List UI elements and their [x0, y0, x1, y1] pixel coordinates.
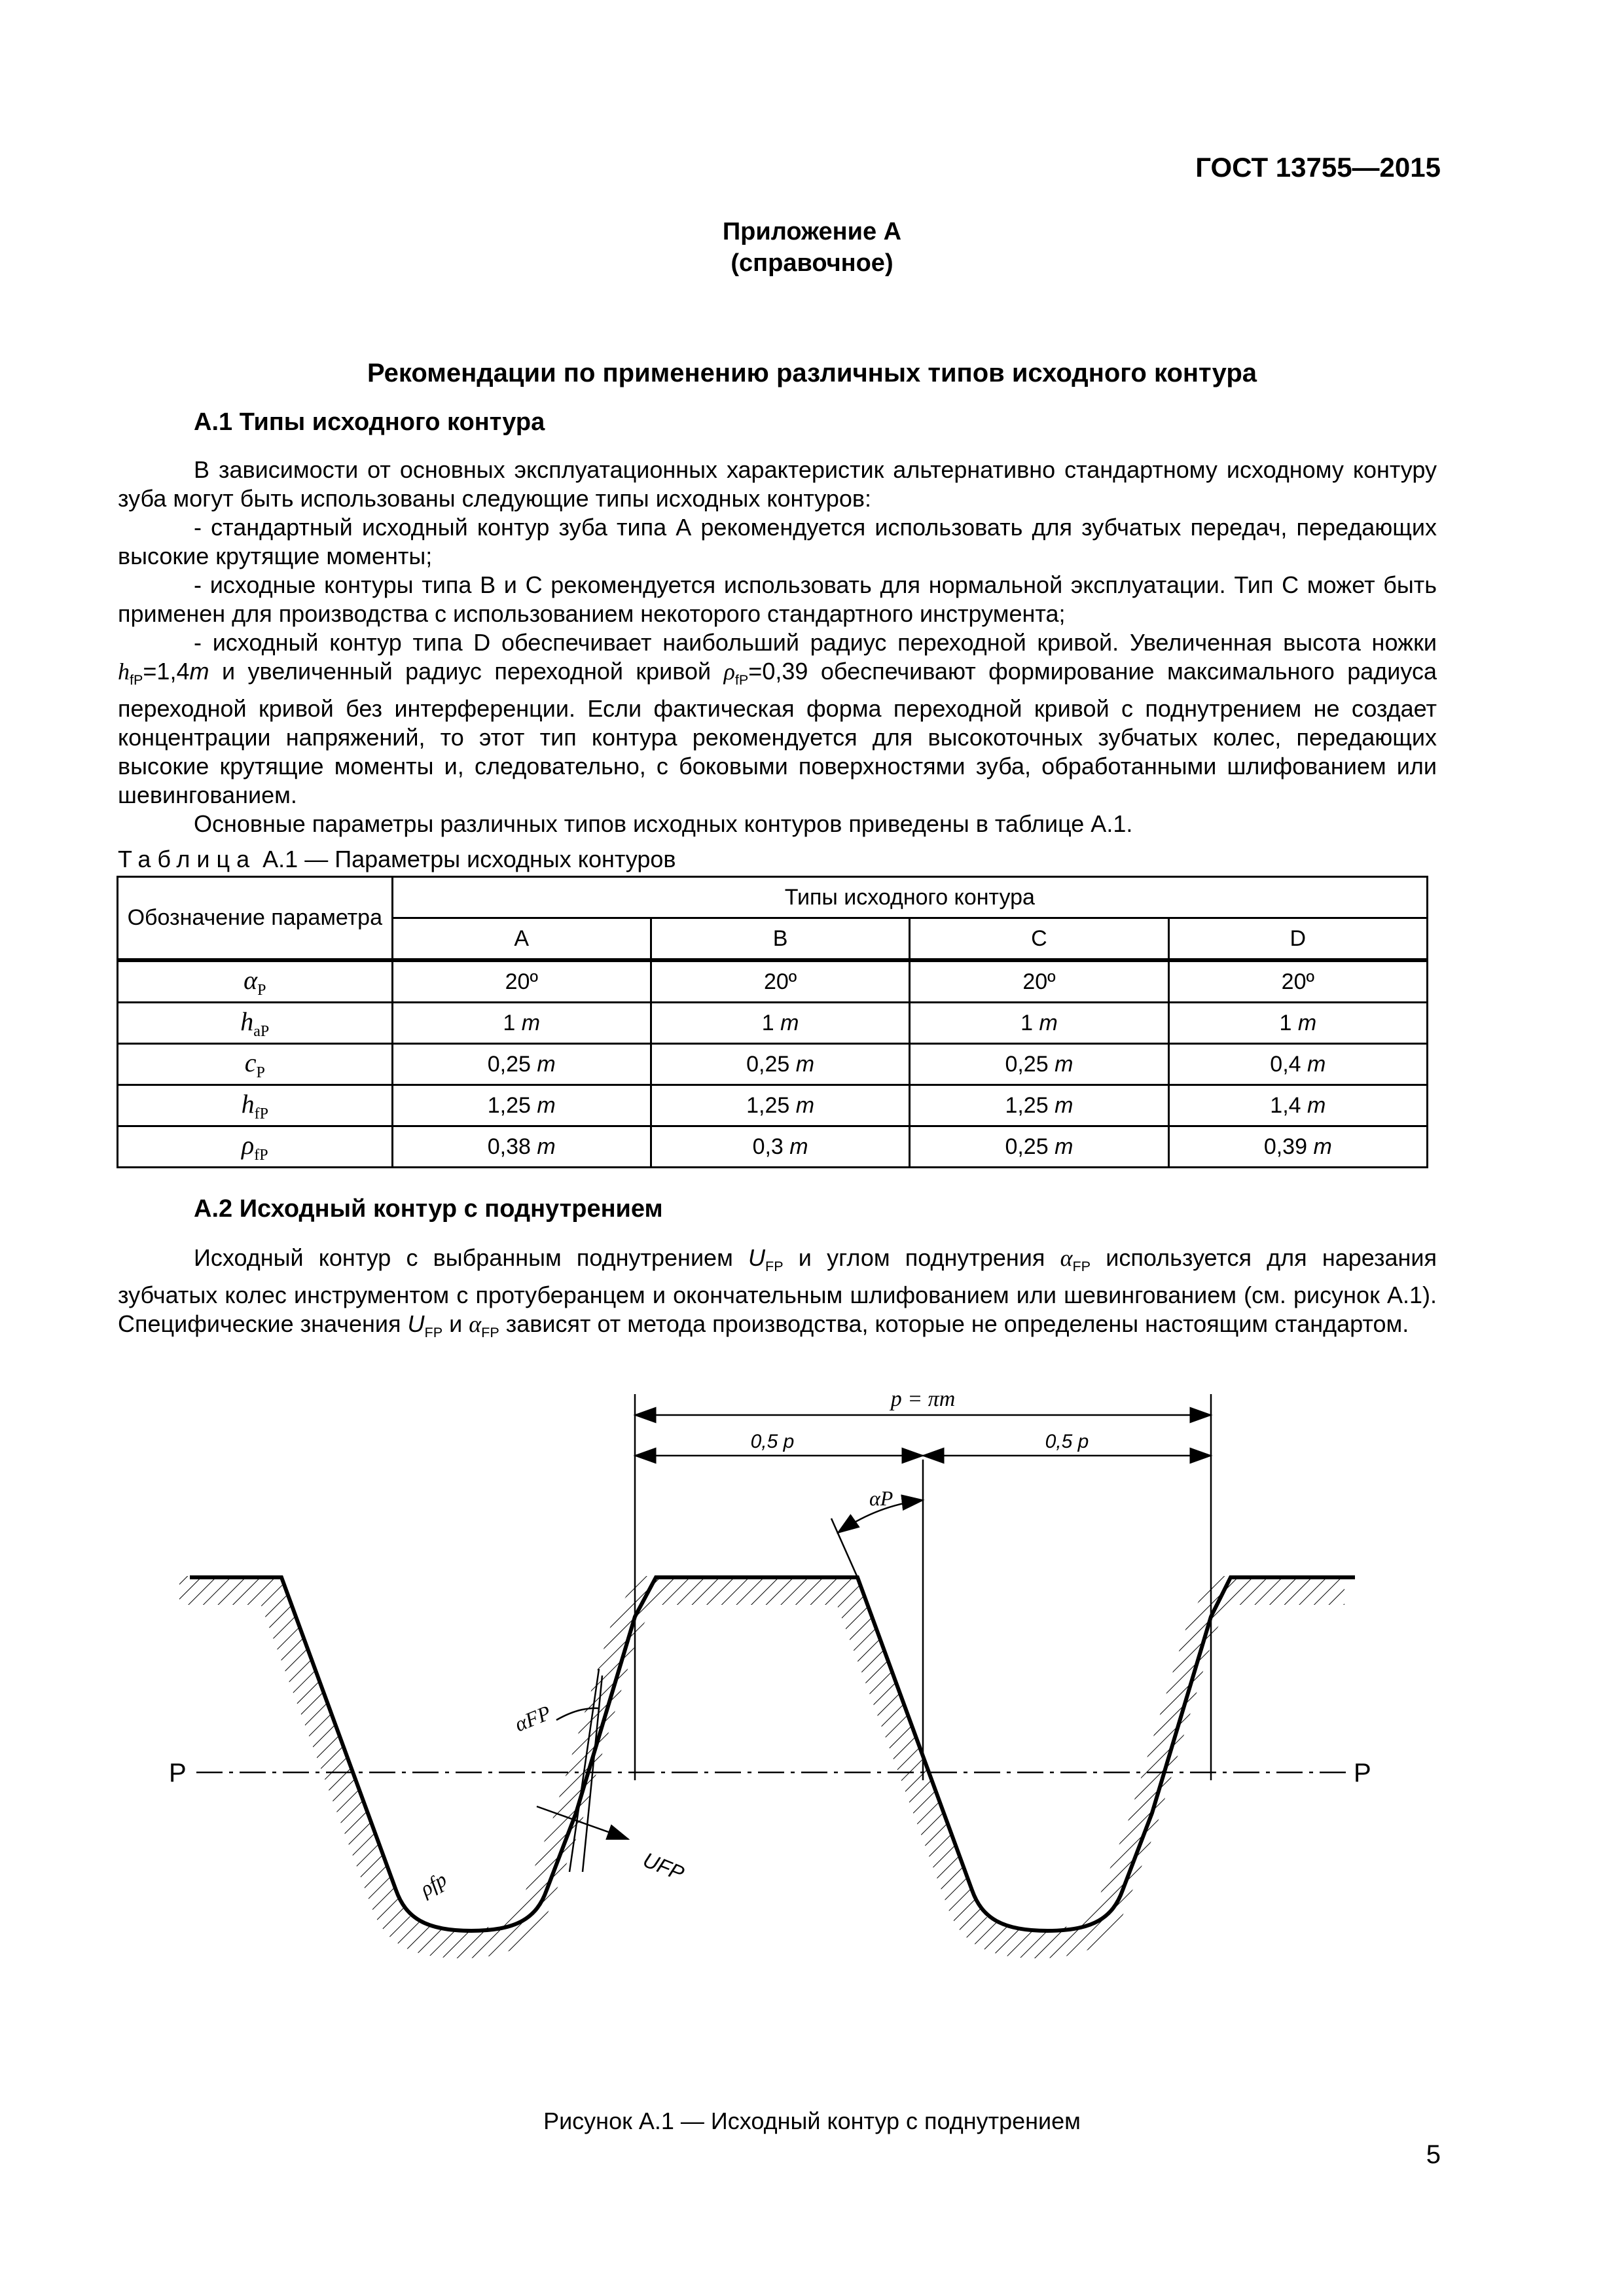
annex-label: Приложение А	[722, 218, 902, 245]
table-cell: 0,38 m	[392, 1126, 651, 1168]
paragraph: - стандартный исходный контур зуба типа А рекомендуется использовать для зубчатых передач, передающих высокие крутящие моменты;	[118, 514, 1437, 569]
annex-heading	[118, 216, 1506, 279]
table-cell: 20º	[910, 960, 1168, 1003]
section-a1-body	[118, 456, 1437, 838]
table-cell: 20º	[392, 960, 651, 1003]
u-fp-label: UFP	[640, 1848, 688, 1886]
document-id: ГОСТ 13755—2015	[1195, 152, 1441, 183]
profile-hatch	[179, 1590, 1344, 1944]
table-row	[118, 1085, 1428, 1126]
param-symbol: $\rho_{fP}$	[118, 1126, 393, 1168]
table-cell: 0,4 m	[1168, 1044, 1427, 1085]
table-cell: 0,25 m	[651, 1044, 909, 1085]
table-cell: 1,25 m	[651, 1085, 909, 1126]
table-cell: 0,25 m	[910, 1126, 1168, 1168]
table-row	[118, 1044, 1428, 1085]
table-row	[118, 1126, 1428, 1168]
column-header: B	[651, 918, 909, 961]
alpha-fp-label: αFP	[511, 1700, 554, 1736]
pitch-line-label-right: P	[1354, 1759, 1371, 1787]
figure-caption: Рисунок А.1 — Исходный контур с поднутрением	[543, 2108, 1081, 2134]
table-row	[118, 960, 1428, 1003]
parameters-table	[117, 876, 1428, 1168]
table-cell: 20º	[651, 960, 909, 1003]
param-symbol: $h_{fP}$	[118, 1085, 393, 1126]
paragraph: Исходный контур с выбранным поднутрением $U_{FP}$ и углом поднутрения $\alpha_{FP}$ используется для нарезания зубчатых колес инструментом с протуберанцем и окончательным шлифованием или шевингованием (см. рисунок А.1). Специфические значения $U_{FP}$ и $\alpha_{FP}$ зависят от метода производства, которые не определены настоящим стандартом.	[118, 1244, 1437, 1341]
table-cell: 1 m	[1168, 1003, 1427, 1044]
table-cell: 0,25 m	[392, 1044, 651, 1085]
table-cell: 0,3 m	[651, 1126, 909, 1168]
table-cell: 20º	[1168, 960, 1427, 1003]
column-header: D	[1168, 918, 1427, 961]
paragraph: - исходный контур типа D обеспечивает наибольший радиус переходной кривой. Увеличенная высота ножки $h_{fP}=1,4m$ и увеличенный радиус переходной кривой $\rho_{fP}=0,39$ обеспечивают формирование максимального радиуса переходной кривой без интерференции. Если фактическая форма переходной кривой с поднутрением не создает концентрации напряжений, то этот тип контура рекомендуется для высокоточных зубчатых колес, передающих высокие крутящие моменты и, следовательно, с боковыми поверхностями зуба, обработанными шлифованием или шевингованием.	[118, 629, 1437, 809]
param-header: Обозначение параметра	[118, 877, 393, 961]
pitch-line-label-left: P	[169, 1759, 187, 1787]
annex-title: Рекомендации по применению различных типов исходного контура	[367, 359, 1257, 387]
figure-a1-basic-rack-profile	[118, 1361, 1506, 2094]
table-cell: 0,39 m	[1168, 1126, 1427, 1168]
table-cell: 1,25 m	[392, 1085, 651, 1126]
column-header: A	[392, 918, 651, 961]
table-cell: 1,4 m	[1168, 1085, 1427, 1126]
paragraph: Основные параметры различных типов исходных контуров приведены в таблице А.1.	[194, 810, 1133, 838]
column-header: C	[910, 918, 1168, 961]
table-cell: 1 m	[392, 1003, 651, 1044]
table-cell: 1 m	[651, 1003, 909, 1044]
section-a2-body	[118, 1244, 1437, 1347]
table-row	[118, 1003, 1428, 1044]
annex-type: (справочное)	[731, 249, 893, 277]
half-pitch-label: 0,5 p	[750, 1431, 795, 1452]
paragraph: В зависимости от основных эксплуатационных характеристик альтернативно стандартному исходному контуру зуба могут быть использованы следующие типы исходных контуров:	[118, 456, 1437, 512]
rho-fp-label: ρfp	[416, 1867, 451, 1901]
section-a2-heading: А.2 Исходный контур с поднутрением	[194, 1195, 663, 1223]
alpha-p-extension	[831, 1518, 857, 1577]
alpha-p-label: αP	[869, 1486, 893, 1510]
half-pitch-label: 0,5 p	[1045, 1431, 1089, 1452]
param-symbol: $h_{aP}$	[118, 1003, 393, 1044]
table-cell: 0,25 m	[910, 1044, 1168, 1085]
param-symbol: $\alpha_P$	[118, 960, 393, 1003]
table-cell: 1,25 m	[910, 1085, 1168, 1126]
pitch-label: p = πm	[890, 1387, 956, 1411]
table-cell: 1 m	[910, 1003, 1168, 1044]
section-a1-heading: А.1 Типы исходного контура	[194, 408, 545, 436]
types-header: Типы исходного контура	[392, 877, 1427, 918]
table-caption: Таблица А.1 — Параметры исходных контуров	[118, 846, 676, 872]
paragraph: - исходные контуры типа В и С рекомендуется использовать для нормальной эксплуатации. Тип С может быть применен для производства с использованием некоторого стандартного инструмента;	[118, 571, 1437, 627]
page-number: 5	[1426, 2140, 1441, 2169]
param-symbol: $c_P$	[118, 1044, 393, 1085]
